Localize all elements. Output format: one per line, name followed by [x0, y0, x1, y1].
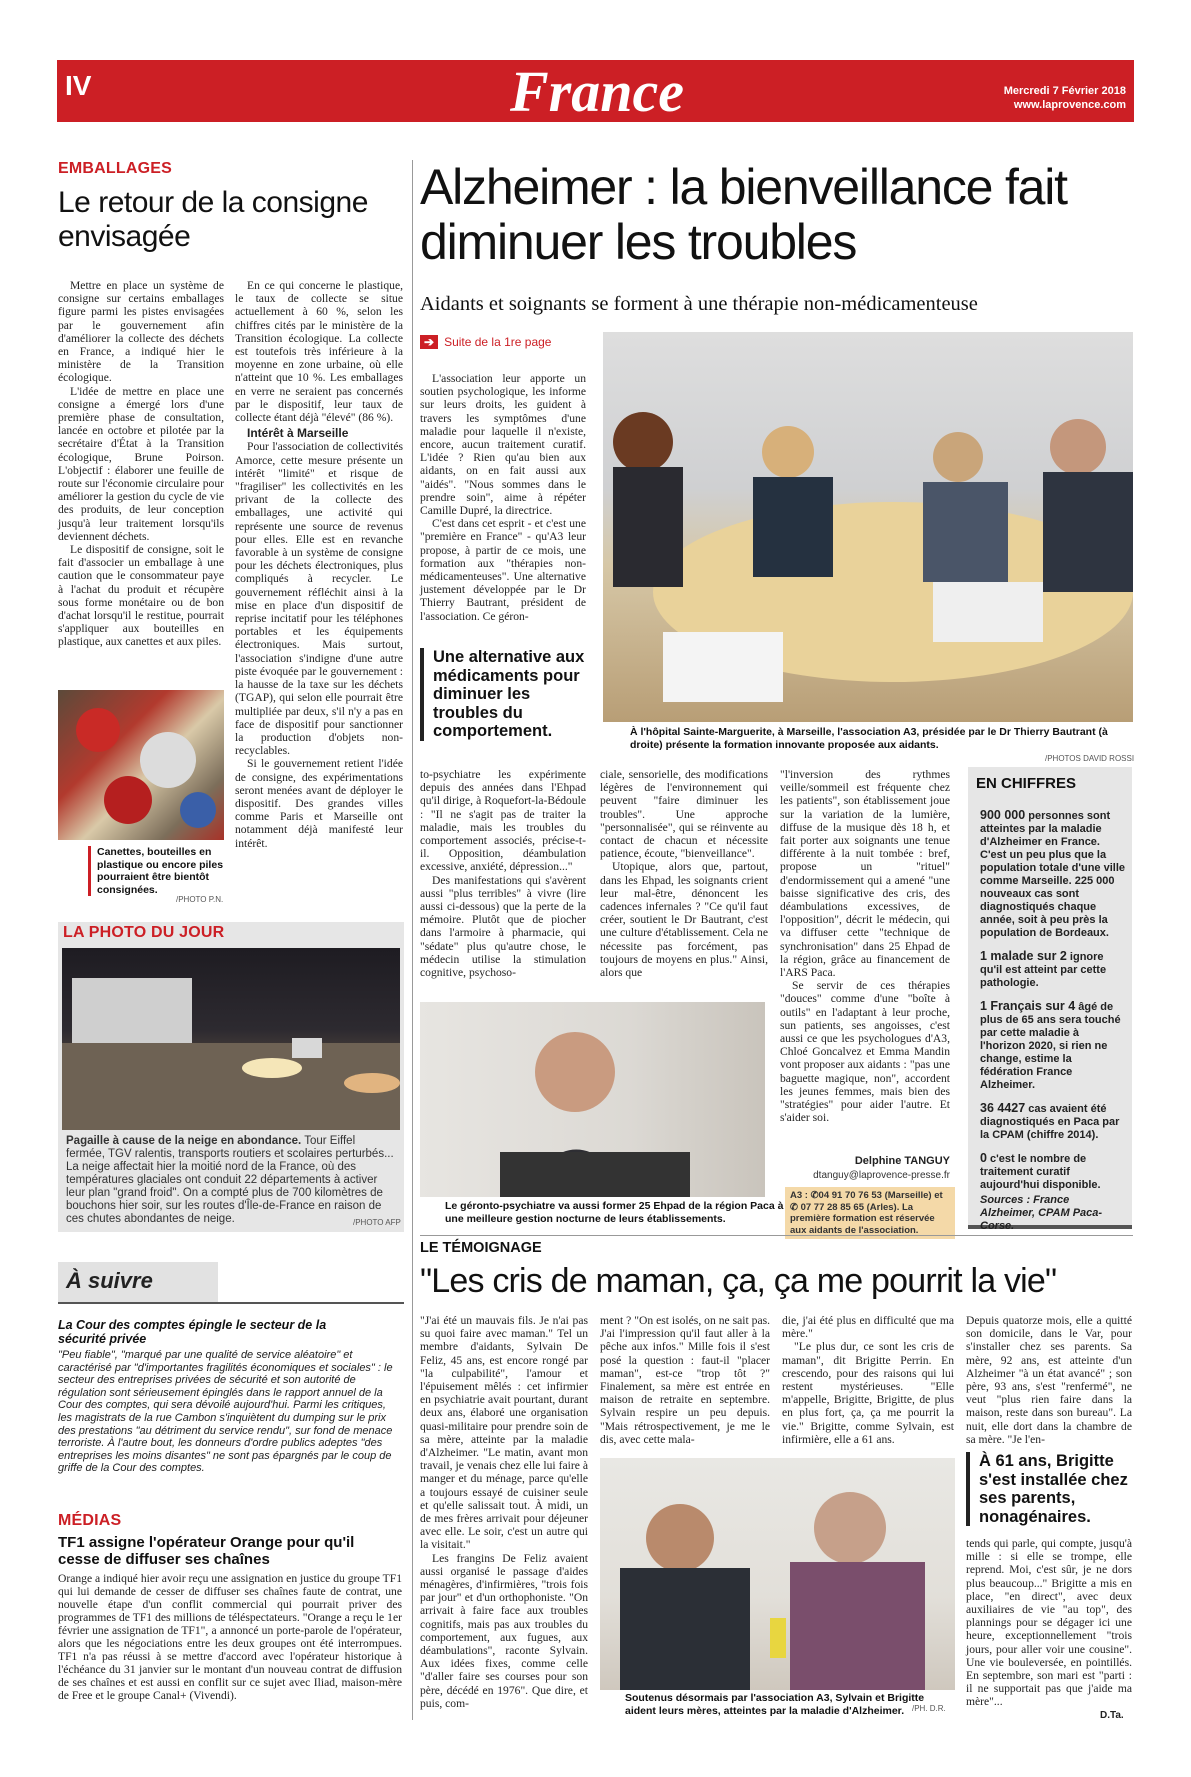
suite-marker: ➔ Suite de la 1re page — [420, 335, 551, 349]
header-bar — [57, 60, 1134, 122]
a-suivre-rule — [58, 1302, 404, 1304]
medias-kicker: MÉDIAS — [58, 1512, 122, 1529]
photo-du-jour-kicker: LA PHOTO DU JOUR — [63, 924, 225, 941]
column-divider — [412, 160, 413, 1720]
temoignage-col1: "J'ai été un mauvais fils. Je n'ai pas su quoi faire avec maman." Tel un membre d'aidants, Sylvain De Feliz, 45 ans, est encore rongé par "la culpabilité", l'amour et l'épuisement mêlés : cet infirmier en psychiatrie avait pourtant, durant deux ans, élaboré une organisation quasi-militaire pour prendre soin de sa mère, atteinte par la maladie d'Alzheimer. "Le matin, avant mon travail, je venais chez elle lui faire à manger et du ménage, parce qu'elle a toujours essayé de cuisiner seule et qu'elle salissait tout. À midi, un de mes frères arrivait pour déjeuner avec elle. Le soir, c'est un autre qui la visitait." Les frangins De Feliz avaient aussi organisé le passage d'aides ménagères, d'infirmières, "trois fois par jour" et d'un orthophoniste. "On arrivait à faire face aux troubles cognitifs, mais pas aux troubles du comportement, aux fugues, aux déambulations", raconte Sylvain. Aux idées fixes, comme celle "d'aller faire ses courses pour son père, décédé en 1976". Que dire, et puis, com- — [420, 1314, 588, 1710]
chiffres-item: 36 4427 cas avaient été diagnostiqués en Paca par la CPAM (chiffre 2014). — [980, 1101, 1120, 1141]
aidants-photo-credit: /PH. D.R. — [912, 1704, 946, 1713]
contact-box: A3 : ✆04 91 70 76 53 (Marseille) et ✆ 07 77 28 85 65 (Arles). La première formation est réservée aux aidants de l'association. — [785, 1187, 955, 1239]
alzheimer-author: Delphine TANGUY — [854, 1155, 950, 1167]
chiffres-item: 1 malade sur 2 ignore qu'il est atteint par cette pathologie. — [980, 949, 1107, 989]
alzheimer-col2: to-psychiatre les expérimente depuis des années dans l'Ehpad qu'il dirige, à Roquefort-la-Bédoule : "Il ne s'agit pas de traiter la maladie, mais les troubles du comportement associés, précise-t-il. Opposition, déambulation excessive, anxiété, dépression..." Des manifestations qui s'avèrent aussi "plus terribles" à vivre (lire aussi ci-dessous) que la perte de la mémoire. Plutôt que de piocher dans l'armoire à pharmacie, qui "sédate" plus qu'autre chose, le médecin utilise la stimulation cognitive, psychoso- — [420, 768, 586, 980]
temoignage-title: "Les cris de maman, ça, ça me pourrit la vie" — [420, 1262, 1057, 1300]
emballages-kicker: EMBALLAGES — [58, 160, 172, 177]
chiffres-item: 1 Français sur 4 âgé de plus de 65 ans sera touché par cette maladie à l'horizon 2020, si rien ne change, estime la fédération France Alzheimer. — [980, 999, 1121, 1091]
temoignage-signature: D.Ta. — [1100, 1710, 1124, 1721]
temoignage-rule — [420, 1235, 1133, 1236]
doctor-photo — [420, 1002, 765, 1197]
a-suivre-text: "Peu fiable", "marqué par une qualité de service aléatoire" et caractérisé par "d'importantes fragilités économiques et sociales" : le secteur des entreprises privées de sécurité et son autorité de régulation sont sérieusement épinglés dans le rapport annuel de la Cour des comptes, qui sera dévoilé aujourd'hui. Parmi les critiques, les magistrats de la rue Cambon s'inquiètent du dumping sur le prix des prestations "au détriment du service rendu", sur fond de menace terroriste. À l'autre bout, les donneurs d'ordre publics adeptes "des entreprises les moins disantes" ne sont pas épargnés par le coup de griffe de la Cour des comptes. — [58, 1349, 393, 1475]
chiffres-list — [980, 809, 1126, 1233]
cans-photo-art — [58, 690, 224, 840]
a-suivre-headline: La Cour des comptes épingle le secteur de la sécurité privée — [58, 1318, 327, 1346]
alzheimer-pullquote: Une alternative aux médicaments pour diminuer les troubles du comportement. — [420, 648, 593, 741]
chiffres-box — [968, 767, 1132, 1232]
emballages-subhead: Intérêt à Marseille — [247, 426, 349, 441]
cans-photo — [58, 690, 224, 840]
page-date: Mercredi 7 Février 2018 — [1003, 85, 1126, 97]
temoignage-col4: Depuis quatorze mois, elle a quitté son domicile, dans le Var, pour s'installer chez ses parents. Sa mère, 92 ans, est atteinte d'un Alzheimer "à un état avancé" ; son père, 93 ans, s'est "renfermé", ne veut "plus rien faire dans la maison, reste dans son bureau". La nuit, elle dort dans la chambre de sa mère. "Je l'en- — [966, 1314, 1132, 1446]
medias-text: Orange a indiqué hier avoir reçu une assignation en justice du groupe TF1 qui lui demande de cesser de diffuser ses chaînes faute de contrat, une nouvelle étape d'un conflit commercial qui pourrait priver des programmes de TF1 des millions de téléspectateurs. "Orange a reçu le 1er février une assignation de TF1", a annoncé un porte-parole de l'opérateur, alors que les négociations entre les deux groupes ont été interrompues. TF1 n'a pas réussi à se mettre d'accord avec l'opérateur historique à l'échéance du 31 janvier sur le montant d'un nouveau contrat de diffusion de ses chaînes et est aussi en conflit sur ce sujet avec Iliad, maison-mère de Free et le groupe Canal+ (Vivendi). — [58, 1572, 402, 1702]
temoignage-col4b: tends qui parle, qui compte, jusqu'à mille : si elle se trompe, elle reprend. Moi, c'est sûr, je ne dors plus beaucoup..." Brigitte a mis en place, "en direct", avec deux auxiliaires de vie "au top", des plannings pour se dégager ici une heure, exceptionnellement "trois jours, pour aller voir une cousine". Une vie bouleversée, en pointillés. En septembre, son mari est "parti : il ne supportait pas que j'aide ma mère"... — [966, 1537, 1132, 1709]
snow-photo-credit: /PHOTO AFP — [353, 1218, 401, 1227]
alzheimer-col4: "l'inversion des rythmes veille/sommeil est fréquente chez les patients", son établissement joue sur la variation de la lumière, diffuse de la musique dès 18 h, et fait porter aux soignants une tenue différente à la nuit tombée : bref, propose un "rituel" d'endormissement qui a amené "une baisse significative des cris, des déambulations excessives, de l'opposition", décrit le médecin, qui va diffuser cette "technique de synchronisation" dans 25 Ehpad de la région, grâce au financement de l'ARS Paca. Se servir de ces thérapies "douces" comme d'une "boîte à outils" en l'adaptant à leur proche, sun patients, ses angoisses, c'est aussi ce que les psychologues d'A3, Chloé Goncalvez et Emma Mandin vont proposer aux aidants : "pas une baguette magique, non", accordent les jeunes femmes, mais bien des "stratégies" pour aider l'autre. Et s'aider soi. — [780, 768, 950, 1125]
chiffres-title: EN CHIFFRES — [976, 775, 1077, 792]
a-suivre-box — [58, 1262, 404, 1507]
temoignage-kicker: LE TÉMOIGNAGE — [420, 1240, 542, 1256]
emballages-title: Le retour de la consigne envisagée — [58, 186, 368, 253]
chiffres-sources: Sources : France Alzheimer, CPAM Paca-Corse. — [980, 1194, 1103, 1232]
doctor-photo-caption: Le géronto-psychiatre va aussi former 25 Ehpad de la région Paca à une meilleure gestion nocturne de leurs établissements. — [445, 1200, 784, 1225]
a-suivre-title: À suivre — [66, 1268, 153, 1293]
aidants-photo-caption: Soutenus désormais par l'association A3, Sylvain et Brigitte aident leurs mères, atteintes par la maladie d'Alzheimer. — [625, 1692, 925, 1717]
snow-photo-art — [62, 948, 400, 1130]
meeting-photo — [603, 332, 1133, 722]
alzheimer-subtitle: Aidants et soignants se forment à une thérapie non-médicamenteuse — [420, 293, 978, 315]
meeting-photo-credit: /PHOTOS DAVID ROSSI — [1045, 754, 1135, 763]
medias-headline: TF1 assigne l'opérateur Orange pour qu'il cesse de diffuser ses chaînes — [58, 1534, 355, 1568]
chiffres-item: 900 000 personnes sont atteintes par la maladie d'Alzheimer en France. C'est un peu plus que la population totale d'une ville comme Marseille. 225 000 nouveaux cas sont diagnostiqués chaque année, soit à peu près la population de Bordeaux. — [980, 808, 1126, 939]
arrow-icon: ➔ — [420, 335, 438, 349]
temoignage-col3: die, j'ai été plus en difficulté que ma mère." "Le plus dur, ce sont les cris de maman", dit Brigitte Perrin. En crescendo, pour des raisons qui lui restent mystérieuses. "Elle m'appelle, Brigitte, Brigitte, de plus en plus fort, ça, ça me pourrit la vie." Brigitte, comme Sylvain, est infirmière, elle a 61 ans. — [782, 1314, 954, 1446]
alzheimer-col1: L'association leur apporte un soutien psychologique, les informe sur leurs droits, les guident à travers les symptômes d'une maladie pour laquelle il n'existe, encore, aucun traitement curatif. L'idée ? Rien qu'au bien aux aidants, on en fait aussi aux "aidés". "Nous sommes dans le prendre soin", aime à répéter Camille Dupré, la directrice. C'est dans cet esprit - et c'est une "première en France" - qu'A3 leur propose, à partir de ce mois, une formation aux "thérapies non-médicamenteuses". Une alternative justement développée par le Dr Thierry Bautrant, président de l'association. Ce géron- — [420, 372, 586, 623]
website-link[interactable]: www.laprovence.com — [1013, 99, 1126, 111]
temoignage-col2: ment ? "On est isolés, on ne sait pas. J'ai l'impression qu'il faut aller à la pêche aux infos." Mille fois il s'est posé la question : faut-il "placer maman", est-ce "trop tôt ?" Finalement, sa mère est entrée en maison de retraite en septembre. Sylvain respire un peu depuis. "Mais rétrospectivement, je me le dis, avec cette mala- — [600, 1314, 770, 1446]
aidants-photo-art — [600, 1458, 955, 1690]
meeting-photo-art — [603, 332, 1133, 722]
cans-photo-caption: Canettes, bouteilles en plastique ou encore piles pourraient être bientôt consignées. — [88, 846, 237, 896]
snow-photo — [62, 948, 400, 1130]
temoignage-pullquote: À 61 ans, Brigitte s'est installée chez ses parents, nonagénaires. — [966, 1452, 1129, 1526]
section-title: France — [510, 59, 684, 124]
doctor-photo-art — [420, 1002, 765, 1197]
cans-photo-credit: /PHOTO P.N. — [176, 895, 224, 904]
chiffres-item: 0 c'est le nombre de traitement curatif aujourd'hui disponible. — [980, 1151, 1101, 1191]
meeting-photo-caption: À l'hôpital Sainte-Marguerite, à Marseille, l'association A3, présidée par le Dr Thierry Bautrant (à droite) présente la formation innovante proposée aux aidants. — [630, 726, 1108, 751]
page-number: IV — [65, 70, 92, 101]
alzheimer-col3: ciale, sensorielle, des modifications légères de l'environnement qui peuvent "faire diminuer les troubles". Une approche "personnalisée", qui se réinvente au contact de chacun et nécessite patience, écoute, "bienveillance". Utopique, alors que, partout, dans les Ehpad, les soignants crient leur mal-être, dénoncent les cadences infernales ? "Ce qu'il faut créer, soutient le Dr Bautrant, c'est une culture d'établissement. Cela ne nécessite pas forcément, pas toujours de moyens en plus." Ainsi, alors que — [600, 768, 768, 980]
emballages-col2: En ce qui concerne le plastique, le taux de collecte se situe actuellement à 60 %, selon les chiffres cités par le ministère de la Transition écologique. La collecte est toutefois très inférieure à la moyenne en zone urbaine, où elle n'atteint que 10 %. Les emballages en verre ne seraient pas concernés par le dispositif, leur taux de collecte étant déjà "élevé" (86 %). Intérêt à Marseille Pour l'association de collectivités Amorce, cette mesure présente un intérêt "limité" et risque de "fragiliser" les collectivités en les privant de la collecte des emballages, une activité qui représente une source de revenus pour elles. Elle est en revanche favorable à un système de consigne pour les déchets électroniques, plus compliqués à recycler. Le gouvernement réfléchit ainsi à la mise en place d'un dispositif de reprise incitatif pour les téléphones portables et les équipements électroniques. Mais surtout, l'association s'indigne d'une autre piste évoquée par le gouvernement : la hausse de la taxe sur les déchets (TGAP), qui selon elle pourrait être multipliée par deux, s'il n'y a pas en face de dispositif pour sanctionner la production d'objets non-recyclables. Si le gouvernement retient l'idée de consigne, des expérimentations seront menées avant de déployer le dispositif. Des grandes villes comme Paris et Marseille ont notamment déjà manifesté leur intérêt. — [235, 279, 403, 850]
snow-photo-caption: Pagaille à cause de la neige en abondance. Tour Eiffel fermée, TGV ralentis, transports routiers et scolaires perturbés... La neige affectait hier la moitié nord de la France, où des températures glaciales ont conduit 22 départements à activer leur plan "grand froid". On a compté plus de 700 kilomètres de bouchons hier soir, sur les routes d'Île-de-France en raison de ces chutes abondantes de neige. — [66, 1135, 394, 1225]
alzheimer-title: Alzheimer : la bienveillance fait diminuer les troubles — [420, 159, 1067, 270]
alzheimer-email[interactable]: dtanguy@laprovence-presse.fr — [813, 1170, 950, 1181]
aidants-photo — [600, 1458, 955, 1690]
emballages-col1: Mettre en place un système de consigne sur certains emballages figure parmi les pistes envisagées par le gouvernement afin d'améliorer la collecte des déchets en France, a indiqué hier le ministère de la Transition écologique. L'idée de mettre en place une consigne a émergé lors d'une première phase de consultation, lancée en octobre et pilotée par la secrétaire d'État à la Transition écologique, Brune Poirson. L'objectif : élaborer une feuille de route sur l'économie circulaire pour améliorer la gestion du cycle de vie des produits, de leur conception jusqu'à leur traitement lorsqu'ils deviennent déchets. Le dispositif de consigne, soit le fait d'associer un emballage à une caution que le consommateur paye à l'achat du produit et récupère sous forme monétaire ou de bon d'achat lorsqu'il le restitue, pourrait s'appliquer aux bouteilles en plastique, aux canettes et aux piles. — [58, 279, 224, 649]
